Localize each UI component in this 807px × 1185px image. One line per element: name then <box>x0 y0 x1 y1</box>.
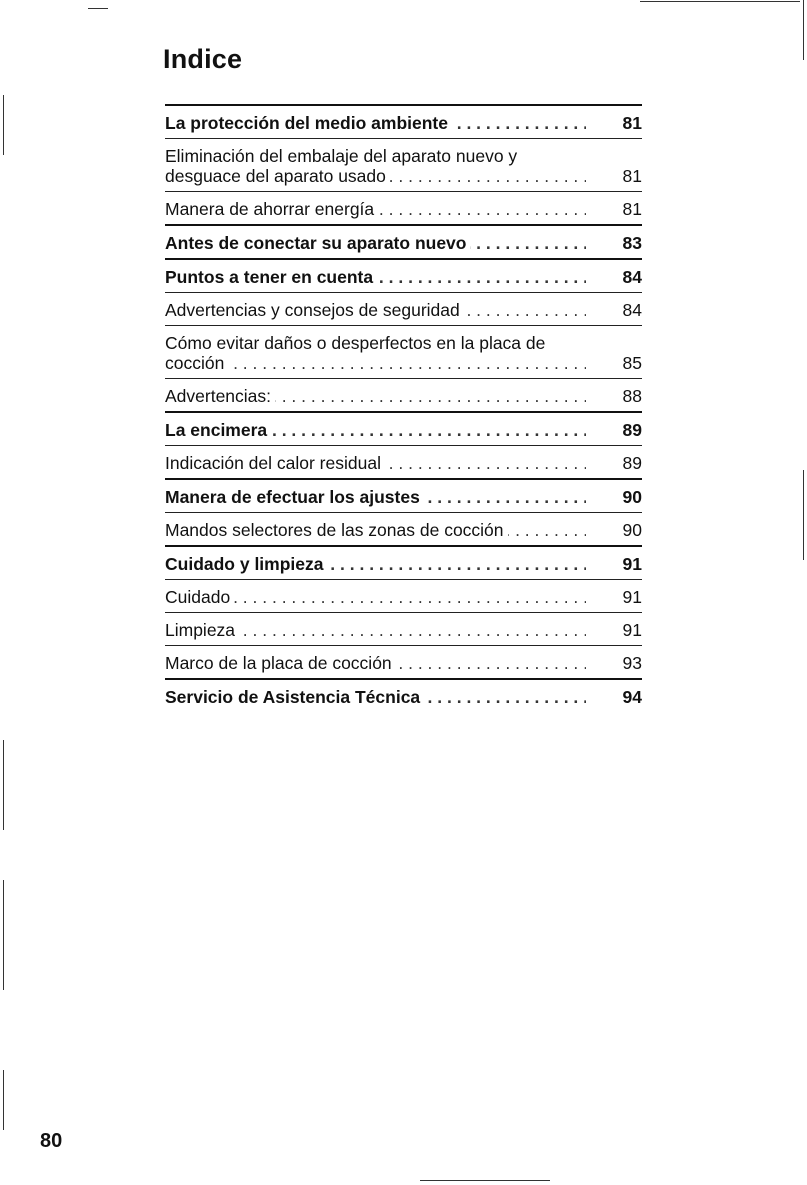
toc-entry-page: 93 <box>586 653 642 673</box>
page-number: 80 <box>40 1130 63 1152</box>
toc-entry-title: Cuidado y limpieza <box>165 554 328 574</box>
toc-entry-title-line1: Cómo evitar daños o desperfectos en la placa de <box>165 333 546 353</box>
scan-edge-line <box>803 470 804 560</box>
toc-entry-title-line2: desguace del aparato usado <box>165 166 390 186</box>
toc-entry[interactable] <box>165 292 642 325</box>
toc-entry-page: 85 <box>586 353 642 373</box>
toc-entry-title: Indicación del calor residual <box>165 453 385 473</box>
toc-entry-title-line1: Eliminación del embalaje del aparato nuevo y <box>165 146 518 166</box>
toc-entry-page: 81 <box>586 113 642 133</box>
toc-entry[interactable] <box>165 612 642 645</box>
scan-edge-line <box>3 740 4 830</box>
toc-entry[interactable] <box>165 191 642 224</box>
toc-entry-page: 88 <box>586 386 642 406</box>
toc-entry[interactable] <box>165 378 642 411</box>
toc-entry-title: Mandos selectores de las zonas de cocción <box>165 520 508 540</box>
toc-entry-page: 91 <box>586 587 642 607</box>
scan-top-line <box>88 8 108 9</box>
toc-entry[interactable] <box>165 512 642 545</box>
toc-entry-page: 84 <box>586 300 642 320</box>
toc-entry-title: Limpieza <box>165 620 239 640</box>
toc-entry[interactable] <box>165 224 642 258</box>
toc-entry[interactable] <box>165 678 642 712</box>
scan-edge-line <box>3 1070 4 1130</box>
scan-edge-line <box>803 0 804 60</box>
toc-entry-title-line2: cocción <box>165 353 228 373</box>
toc-entry[interactable] <box>165 104 642 138</box>
toc-entry-title: Cuidado <box>165 587 234 607</box>
scan-edge-line <box>3 880 4 990</box>
table-of-contents <box>165 104 642 712</box>
toc-entry[interactable] <box>165 411 642 445</box>
toc-entry[interactable] <box>165 545 642 579</box>
toc-entry-page: 84 <box>586 267 642 287</box>
toc-entry[interactable] <box>165 258 642 292</box>
toc-entry-page: 91 <box>586 620 642 640</box>
toc-entry-title: Servicio de Asistencia Técnica <box>165 687 424 707</box>
toc-entry-title: La encimera <box>165 420 271 440</box>
toc-entry-page: 94 <box>586 687 642 707</box>
toc-entry-page: 89 <box>586 453 642 473</box>
toc-entry-title: Manera de ahorrar energía <box>165 199 378 219</box>
toc-entry-page: 83 <box>586 233 642 253</box>
toc-entry[interactable] <box>165 478 642 512</box>
toc-entry[interactable] <box>165 579 642 612</box>
toc-entry[interactable] <box>165 325 642 378</box>
scan-bottom-line <box>420 1180 550 1181</box>
toc-entry-page: 81 <box>586 166 642 186</box>
toc-entry-page: 90 <box>586 487 642 507</box>
scan-top-line <box>640 1 800 2</box>
scan-edge-line <box>3 95 4 155</box>
toc-entry-title: La protección del medio ambiente <box>165 113 452 133</box>
toc-entry-title: Manera de efectuar los ajustes <box>165 487 424 507</box>
toc-entry-page: 91 <box>586 554 642 574</box>
toc-entry[interactable] <box>165 445 642 478</box>
toc-entry-title: Advertencias: <box>165 386 275 406</box>
toc-entry-title: Advertencias y consejos de seguridad <box>165 300 464 320</box>
toc-entry-page: 81 <box>586 199 642 219</box>
toc-entry-title: Puntos a tener en cuenta <box>165 267 377 287</box>
toc-entry-title: Marco de la placa de cocción <box>165 653 396 673</box>
toc-entry-title: Antes de conectar su aparato nuevo <box>165 233 470 253</box>
toc-entry-page: 90 <box>586 520 642 540</box>
page-title: Indice <box>163 44 243 74</box>
toc-entry[interactable] <box>165 645 642 678</box>
toc-entry-page: 89 <box>586 420 642 440</box>
toc-entry[interactable] <box>165 138 642 191</box>
